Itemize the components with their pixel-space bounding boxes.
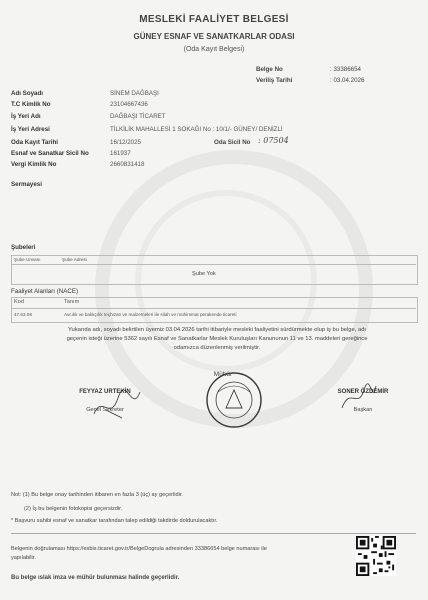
verify-text-line-1: Belgenin doğrulaması https://esbis.ticaret.gov.tr/BelgeDogrula adresinden 33386654 belge numarası ile — [11, 546, 267, 552]
subeler-title: Şubeleri — [11, 244, 36, 251]
seal-label: Mühür — [213, 371, 233, 378]
paragraph-line-1: Yukarıda adı, soyadı belirtilen üyemiz 03.04.2026 tarihi itibariyle mesleki faaliyetini sürdürmekte olup iş bu belge, adı — [67, 327, 367, 333]
belge-no-label: Belge No — [256, 66, 283, 73]
belge-no-value: : 33386654 — [330, 66, 361, 73]
field-value-tc: 23104667436 — [110, 101, 148, 108]
footer-divider — [11, 533, 416, 534]
note-2: (2) İş bu belgenin fotokopisi geçersizdir. — [24, 506, 123, 512]
field-value-vergi: 2660831418 — [110, 161, 145, 168]
chamber-name: GÜNEY ESNAF VE SANATKARLAR ODASI — [133, 32, 295, 41]
document-type: (Oda Kayıt Belgesi) — [183, 46, 245, 53]
oda-sicil-value: : 07504 — [258, 136, 289, 145]
field-value-isyeri-adi: DAĞBAŞI TİCARET — [110, 113, 166, 120]
document-title: MESLEKİ FAALİYET BELGESİ — [139, 14, 289, 25]
faaliyet-row-kod: 47.63.08 — [14, 312, 32, 317]
subeler-col-adres: Şube Adresi — [62, 257, 87, 262]
oda-sicil-label: Oda Sicil No — [214, 139, 251, 146]
field-value-oda-kayit: 16/12/2025 — [110, 139, 141, 146]
verilis-tarihi-value: : 03.04.2026 — [330, 77, 365, 84]
note-3: * Başvuru sahibi esnaf ve sanatkar tarafından talep edildiği takdirde doldurulacaktır. — [11, 518, 218, 524]
right-signatory-name: SONER ÖZDEMİR — [337, 389, 389, 395]
field-value-isyeri-adresi: TİLKİLİK MAHALLESİ 1 SOKAĞI No : 10/1/- GÜNEY/ DENİZLİ — [110, 126, 283, 133]
field-value-sicil-no: 161937 — [110, 150, 131, 157]
faaliyet-row-tanim: Avcılık ve balıkçılık teçhizatı ve malzemeleri ile silah ve mühimmat perakende ticareti — [64, 312, 237, 317]
verilis-tarihi-label: Veriliş Tarihi — [256, 77, 293, 84]
left-signatory-role: Genel Sekreter — [86, 407, 124, 413]
note-1: Not: (1) Bu belge onay tarihinden itibaren en fazla 3 (üç) ay geçerlidir. — [11, 492, 183, 498]
field-label-vergi: Vergi Kimlik No — [11, 161, 57, 168]
validity-note: Bu belge ıslak imza ve mühür bulunması halinde geçerlidir. — [11, 575, 180, 581]
field-label-adi-soyadi: Adı Soyadı — [11, 90, 43, 97]
faaliyet-col-tanim: Tanım — [64, 299, 80, 305]
qr-code — [356, 536, 396, 576]
field-label-oda-kayit: Oda Kayıt Tarihi — [11, 139, 58, 146]
faaliyet-title: Faaliyet Alanları (NACE) — [11, 288, 79, 295]
field-value-adi-soyadi: SİNEM DAĞBAŞI — [110, 90, 159, 97]
right-signatory-role: Başkan — [353, 407, 373, 413]
subeler-col-unvan: Şube Unvanı — [14, 257, 41, 262]
field-label-isyeri-adresi: İş Yeri Adresi — [11, 126, 50, 133]
paragraph-line-2: geçenin isteği üzerine 5362 sayılı Esnaf ve Sanatkarlar Meslek Kuruluşları Kanununun 11 ve 13. maddeleri gereğince — [66, 336, 368, 342]
faaliyet-col-kod: Kod — [14, 299, 24, 305]
left-signatory-name: FEYYAZ URTEKİN — [79, 389, 131, 395]
verify-text-line-2: yapılabilir. — [11, 555, 36, 561]
field-label-sicil-no: Esnaf ve Sanatkar Sicil No — [11, 150, 89, 157]
field-label-tc: T.C Kimlik No — [11, 101, 51, 108]
subeler-empty-text: Şube Yok — [192, 271, 216, 277]
chamber-seal-stamp — [204, 370, 264, 430]
field-label-isyeri-adi: İş Yeri Adı — [11, 113, 41, 120]
paragraph-line-3: odamızca düzenlenmiş verilmiştir. — [173, 345, 261, 351]
field-label-sermaye: Sermayesi — [11, 181, 42, 188]
